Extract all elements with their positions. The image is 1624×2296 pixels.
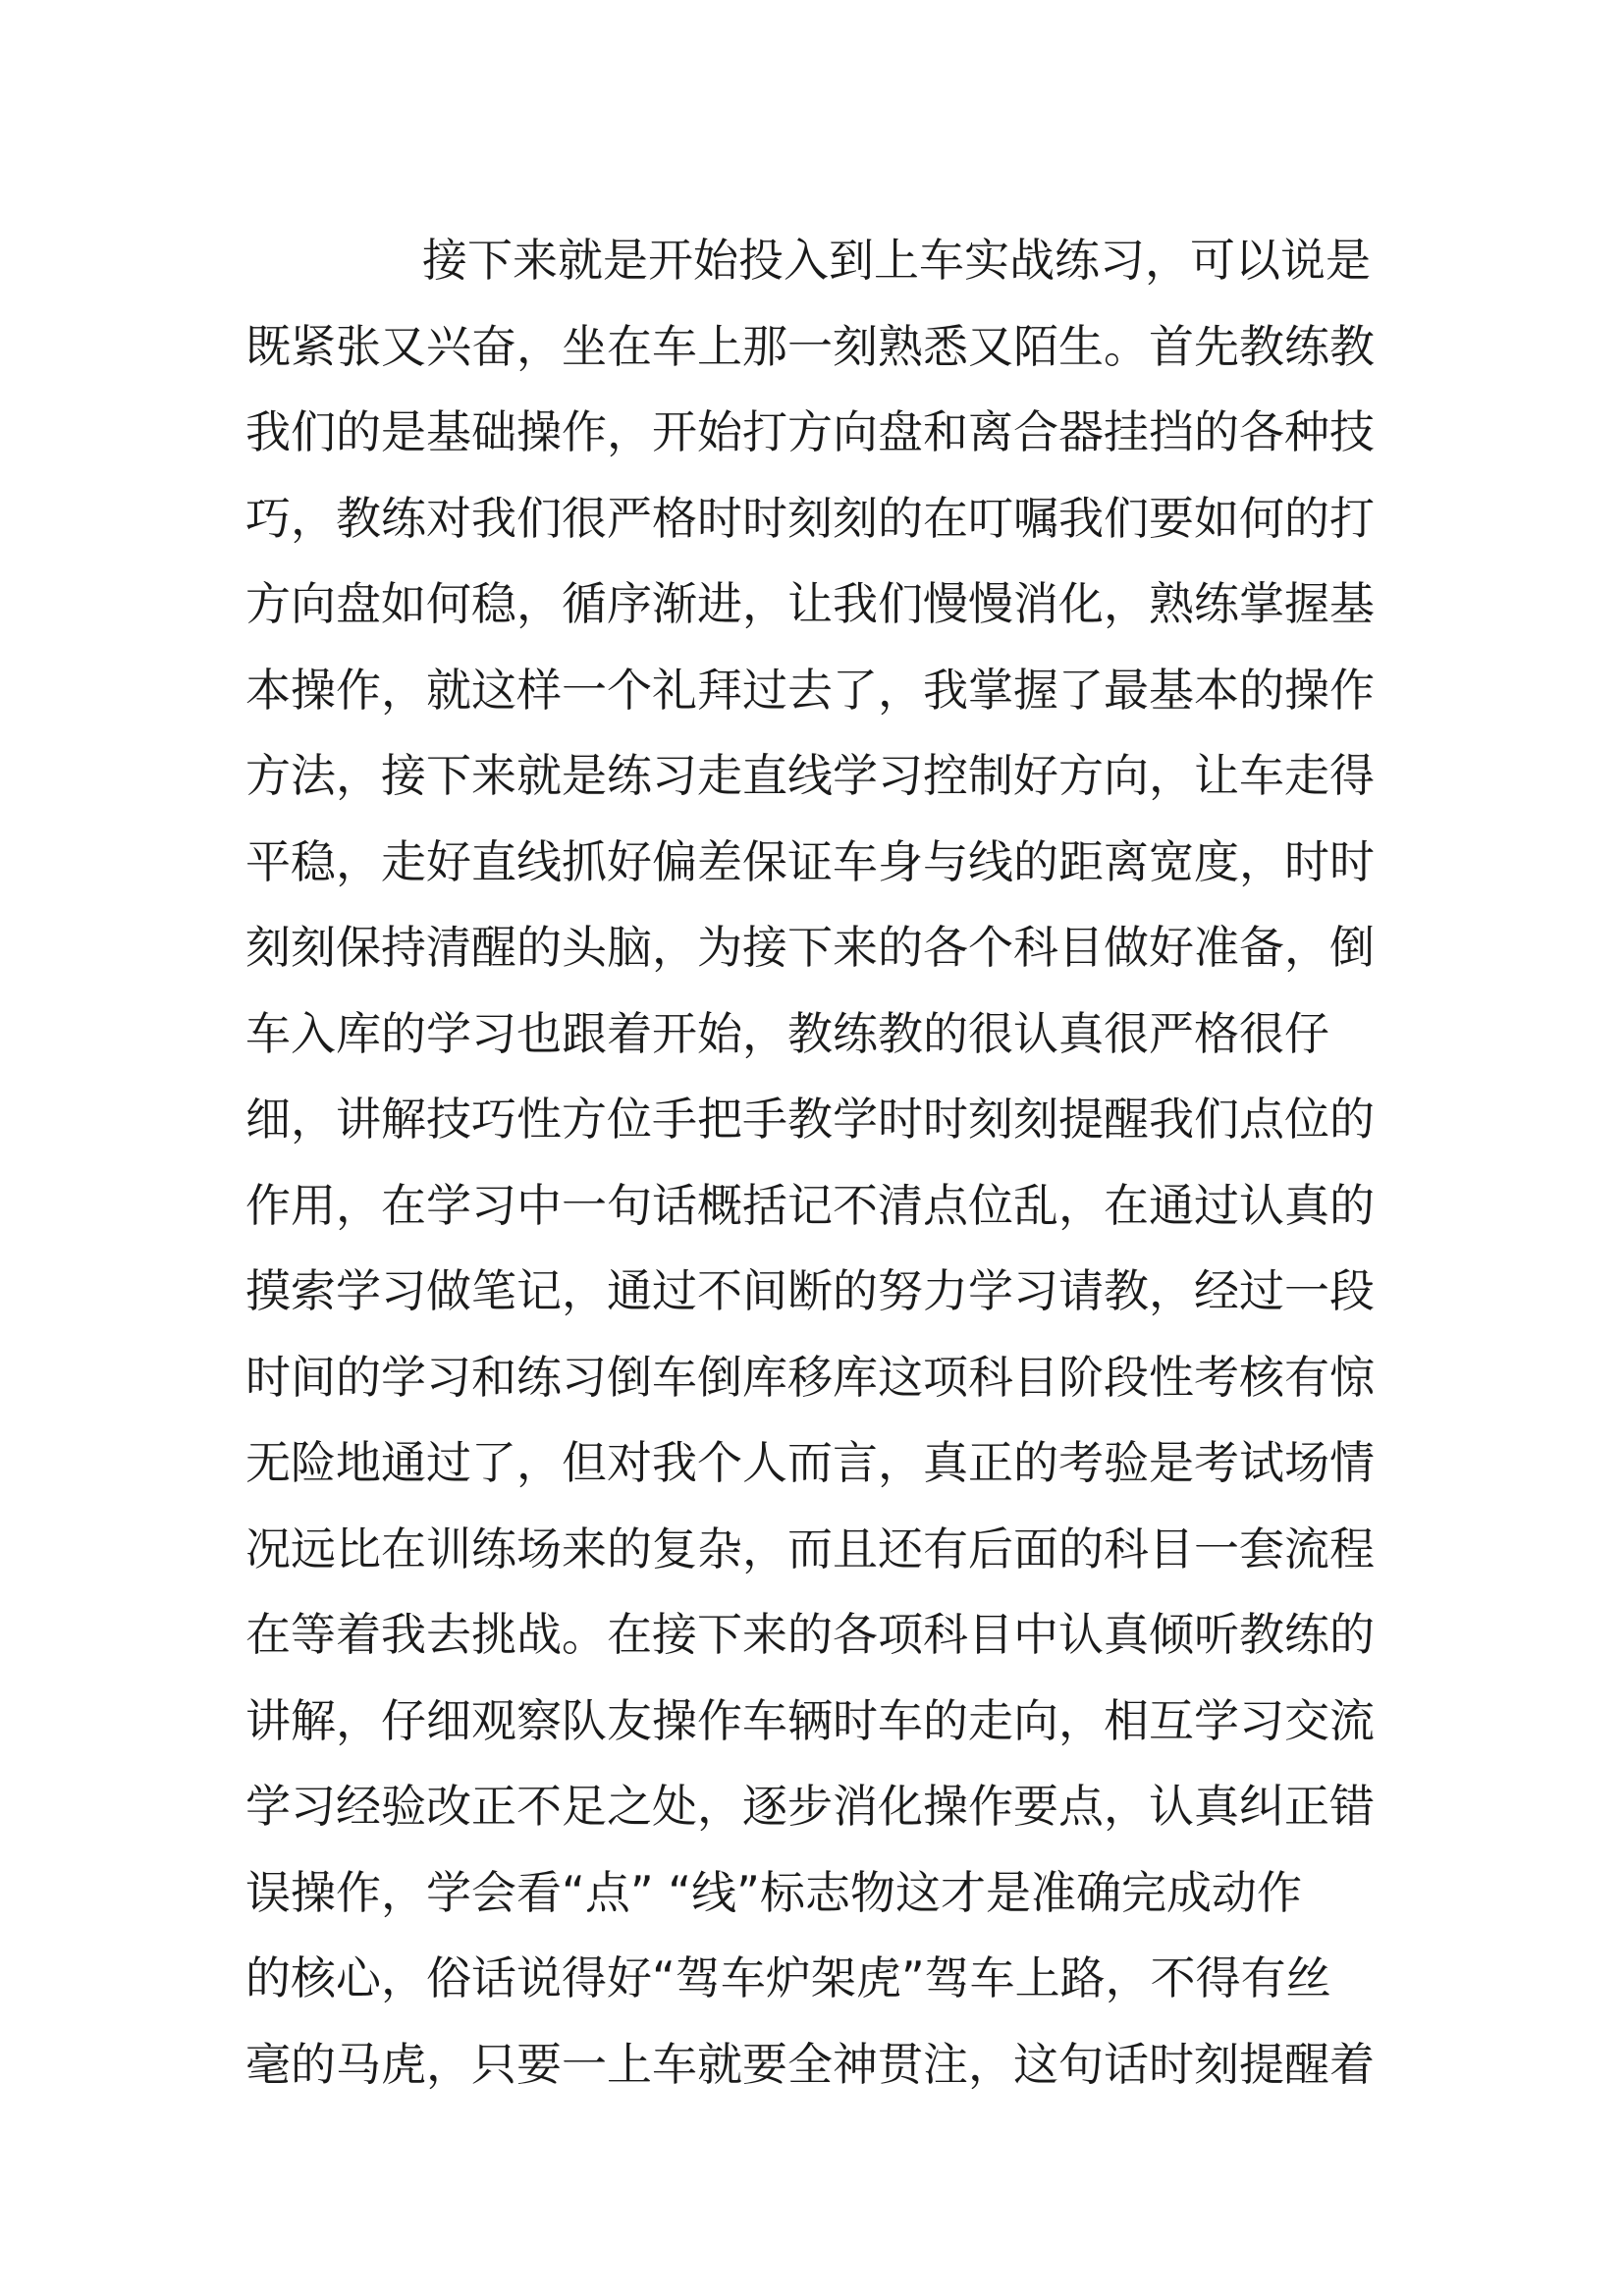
paragraph-line: 毫的马虎，只要一上车就要全神贯注，这句话时刻提醒着 xyxy=(245,2037,1375,2091)
paragraph-line: 我们的是基础操作，开始打方向盘和离合器挂挡的各种技 xyxy=(245,405,1375,458)
paragraph-line: 无险地通过了，但对我个人而言，真正的考验是考试场情 xyxy=(245,1436,1375,1489)
paragraph-line: 方法，接下来就是练习走直线学习控制好方向，让车走得 xyxy=(245,749,1375,802)
paragraph-line: 况远比在训练场来的复杂，而且还有后面的科目一套流程 xyxy=(245,1522,1375,1575)
paragraph-line: 本操作，就这样一个礼拜过去了，我掌握了最基本的操作 xyxy=(245,663,1375,717)
body-paragraph xyxy=(245,218,1375,2108)
paragraph-line: 讲解，仔细观察队友操作车辆时车的走向，相互学习交流 xyxy=(245,1693,1375,1747)
paragraph-line: 时间的学习和练习倒车倒库移库这项科目阶段性考核有惊 xyxy=(245,1350,1375,1404)
paragraph-line: 误操作，学会看“点” “线”标志物这才是准确完成动作 xyxy=(245,1865,1302,1919)
paragraph-line: 接下来就是开始投入到上车实战练习，可以说是 xyxy=(422,234,1371,287)
paragraph-line: 摸索学习做笔记，通过不间断的努力学习请教，经过一段 xyxy=(245,1264,1375,1317)
paragraph-line: 在等着我去挑战。在接下来的各项科目中认真倾听教练的 xyxy=(245,1608,1375,1661)
paragraph-line: 既紧张又兴奋，坐在车上那一刻熟悉又陌生。首先教练教 xyxy=(245,319,1375,373)
paragraph-line: 作用，在学习中一句话概括记不清点位乱，在通过认真的 xyxy=(245,1178,1375,1232)
paragraph-line: 方向盘如何稳，循序渐进，让我们慢慢消化，熟练掌握基 xyxy=(245,577,1375,630)
paragraph-line: 平稳，走好直线抓好偏差保证车身与线的距离宽度，时时 xyxy=(245,834,1375,888)
paragraph-line: 刻刻保持清醒的头脑，为接下来的各个科目做好准备，倒 xyxy=(245,921,1375,974)
paragraph-line: 学习经验改正不足之处，逐步消化操作要点，认真纠正错 xyxy=(245,1780,1375,1833)
paragraph-line: 巧，教练对我们很严格时时刻刻的在叮嘱我们要如何的打 xyxy=(245,491,1375,545)
paragraph-line: 细，讲解技巧性方位手把手教学时时刻刻提醒我们点位的 xyxy=(245,1093,1375,1146)
paragraph-line: 的核心，俗话说得好“驾车炉架虎”驾车上路，不得有丝 xyxy=(245,1951,1331,2004)
paragraph-line: 车入库的学习也跟着开始，教练教的很认真很严格很仔 xyxy=(245,1006,1329,1060)
